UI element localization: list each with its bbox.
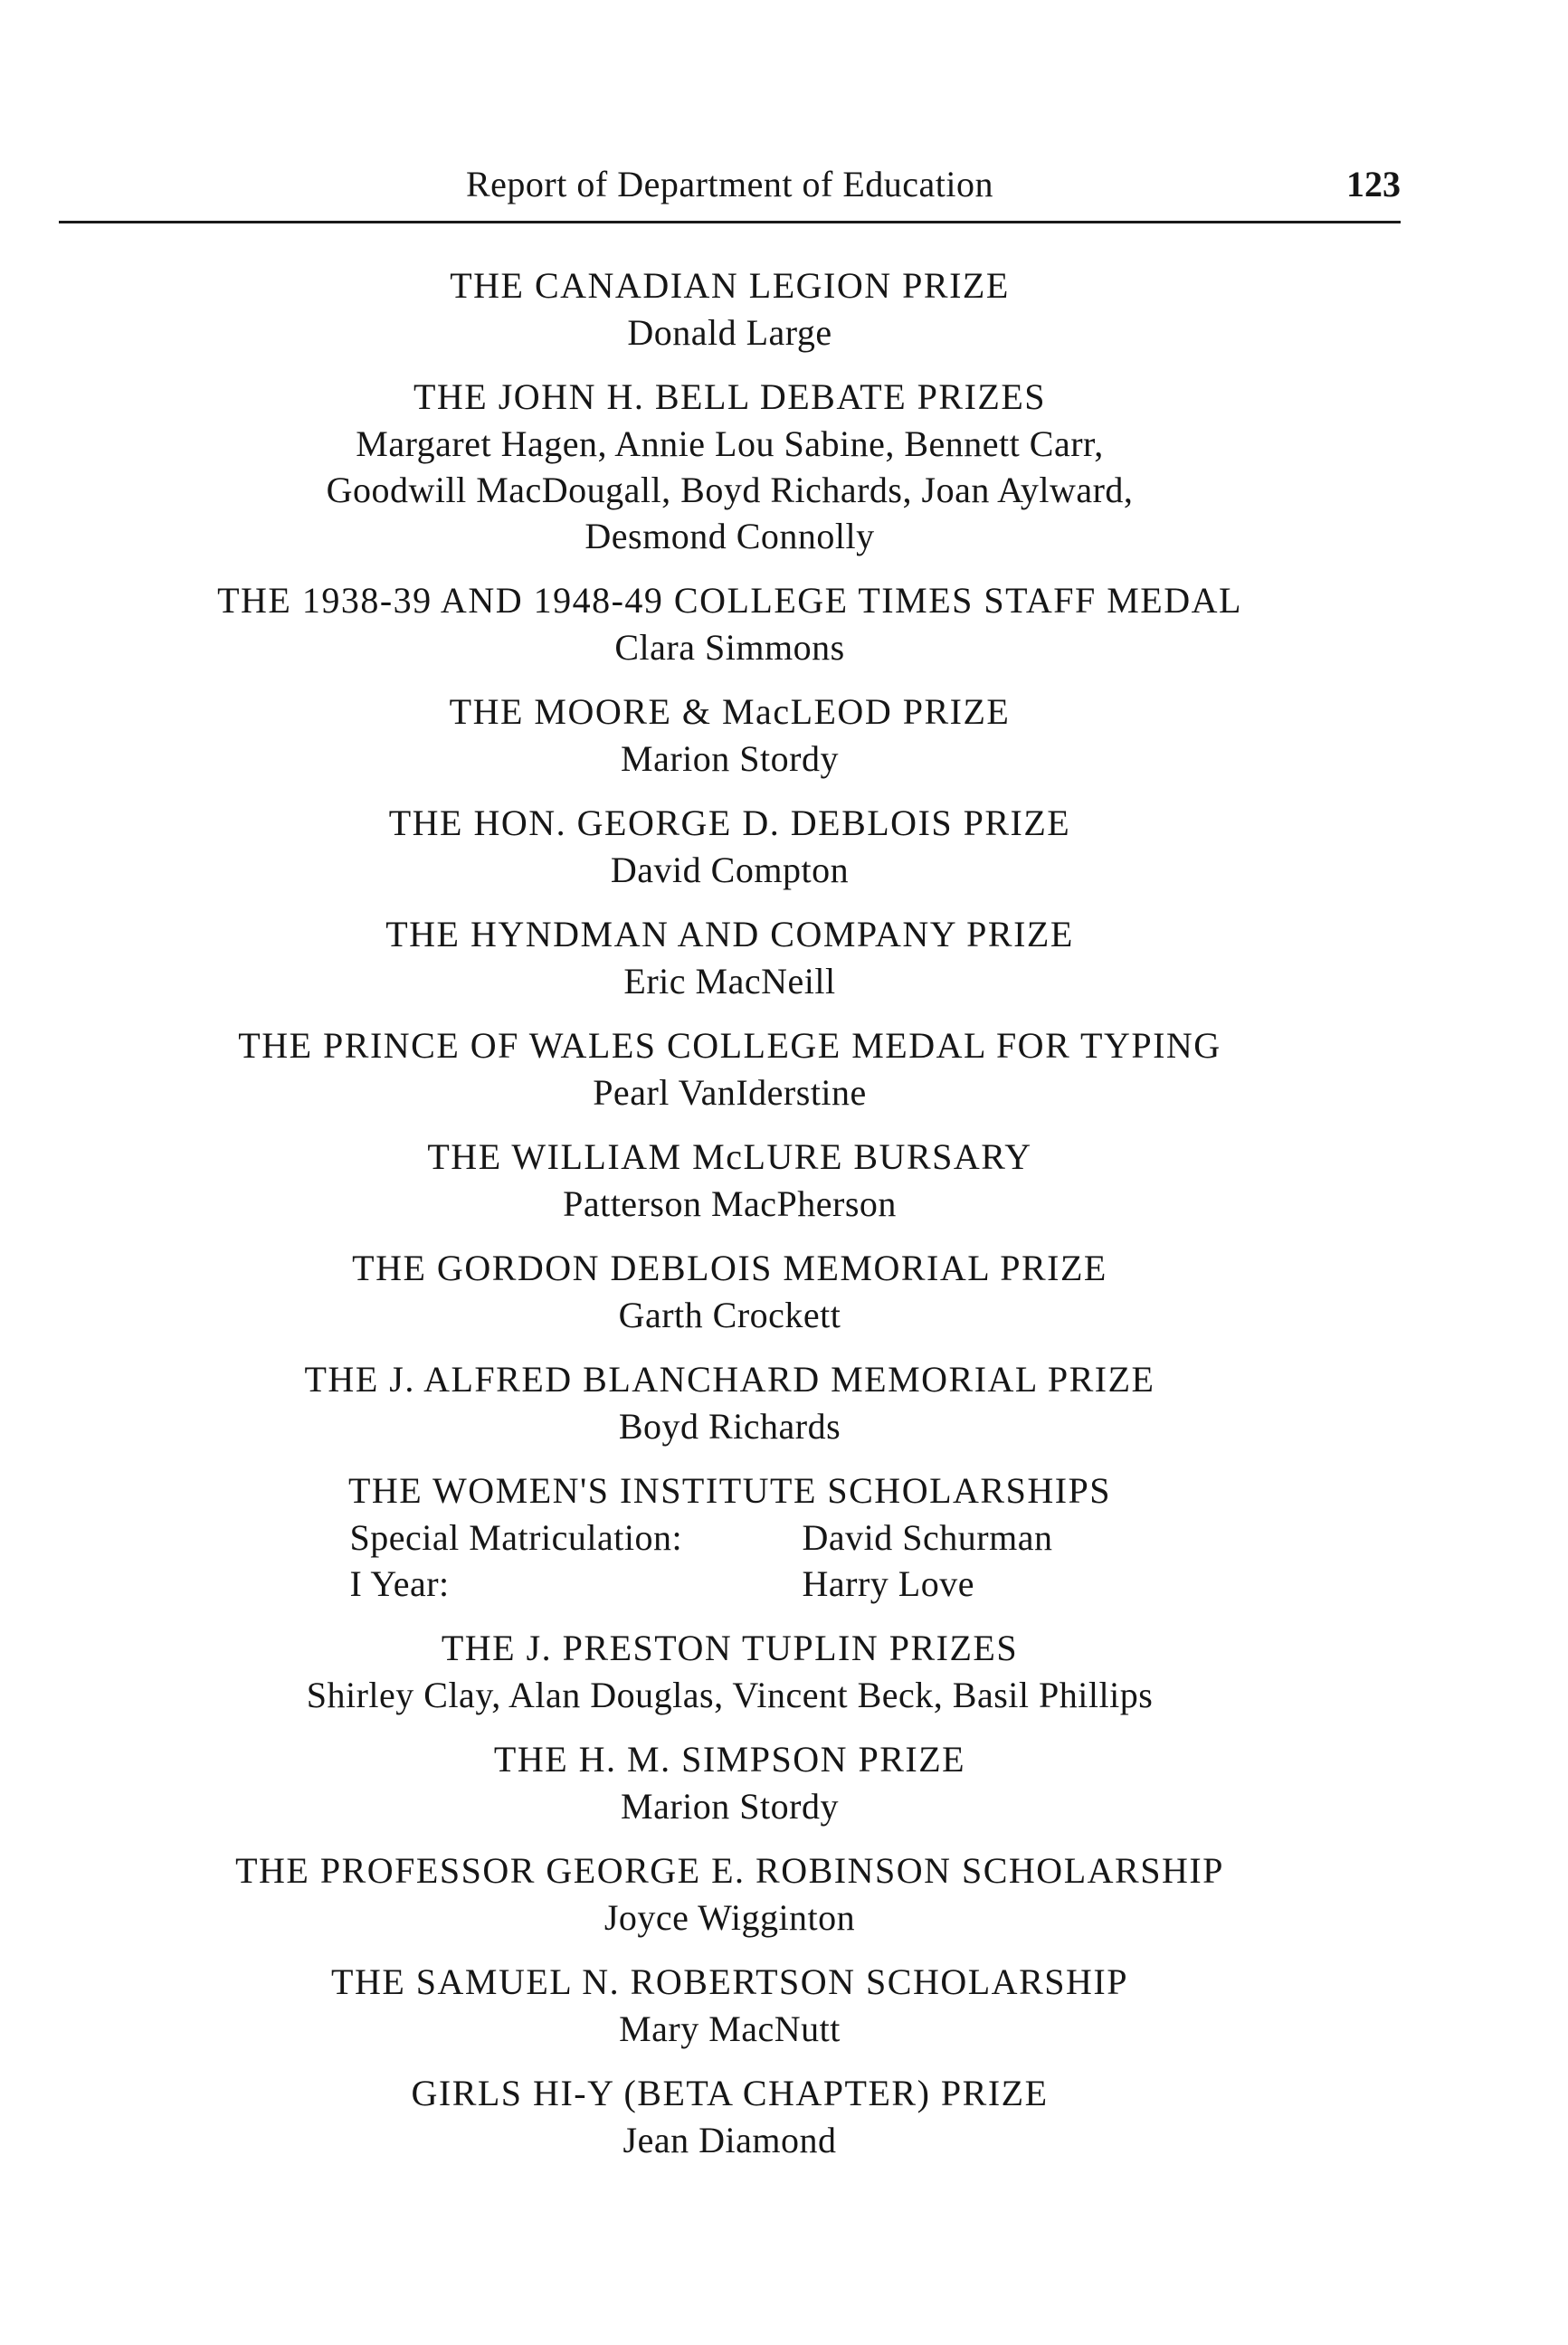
recipient-line: Margaret Hagen, Annie Lou Sabine, Bennett Carr, — [356, 423, 1104, 464]
prize-entry — [59, 1625, 1401, 1718]
prize-title: THE GORDON DEBLOIS MEMORIAL PRIZE — [352, 1248, 1107, 1288]
prize-entry — [59, 1467, 1401, 1607]
prize-title: THE SAMUEL N. ROBERTSON SCHOLARSHIP — [331, 1961, 1128, 2002]
recipient-line: Eric MacNeill — [623, 961, 836, 1002]
prize-entry — [59, 2070, 1401, 2163]
recipient-line: Pearl VanIderstine — [593, 1072, 867, 1113]
prize-title: THE PRINCE OF WALES COLLEGE MEDAL FOR TYPING — [238, 1025, 1221, 1066]
prize-entry — [59, 1959, 1401, 2052]
recipient-line: David Compton — [610, 850, 850, 890]
prize-title: THE WOMEN'S INSTITUTE SCHOLARSHIPS — [347, 1470, 1112, 1511]
prize-title: THE MOORE & MacLEOD PRIZE — [449, 691, 1011, 732]
prize-entry — [59, 1736, 1401, 1829]
prize-entry — [59, 1134, 1401, 1227]
prize-entry — [59, 1847, 1401, 1941]
recipient-line: Patterson MacPherson — [563, 1183, 897, 1224]
prize-list — [59, 262, 1401, 2181]
recipient-line: Jean Diamond — [622, 2120, 837, 2160]
recipient-line: Marion Stordy — [621, 1786, 839, 1827]
prize-title: THE HYNDMAN AND COMPANY PRIZE — [385, 914, 1074, 954]
prize-entry — [59, 911, 1401, 1004]
prize-title: THE H. M. SIMPSON PRIZE — [493, 1739, 966, 1780]
recipient-line: Joyce Wigginton — [603, 1897, 856, 1938]
prize-title: THE CANADIAN LEGION PRIZE — [450, 265, 1010, 306]
recipient-line: Desmond Connolly — [584, 516, 875, 556]
prize-entry — [59, 577, 1401, 670]
scholarship-row — [350, 1514, 1110, 1561]
prize-title: THE WILLIAM McLURE BURSARY — [427, 1136, 1032, 1177]
recipient-line: Goodwill MacDougall, Boyd Richards, Joan Aylward, — [326, 470, 1134, 510]
prize-title: THE J. ALFRED BLANCHARD MEMORIAL PRIZE — [304, 1359, 1155, 1400]
scholarship-recipient: Harry Love — [802, 1563, 974, 1604]
page-number: 123 — [1346, 164, 1401, 204]
prize-entry — [59, 374, 1401, 559]
scholarship-category: Special Matriculation: — [349, 1517, 683, 1558]
running-title: Report of Department of Education — [466, 164, 993, 204]
scholarship-table — [350, 1514, 1110, 1607]
recipient-line: Donald Large — [627, 312, 832, 353]
scholarship-category: I Year: — [349, 1563, 450, 1604]
prize-title: THE J. PRESTON TUPLIN PRIZES — [441, 1628, 1019, 1668]
scholarship-row — [350, 1561, 1110, 1607]
recipient-line: Boyd Richards — [618, 1406, 841, 1447]
recipient-line: Marion Stordy — [621, 738, 839, 779]
recipient-line: Clara Simmons — [614, 627, 845, 668]
prize-title: THE 1938-39 AND 1948-49 COLLEGE TIMES STAFF MEDAL — [217, 580, 1242, 621]
prize-entry — [59, 1022, 1401, 1116]
prize-entry — [59, 688, 1401, 782]
prize-title: THE PROFESSOR GEORGE E. ROBINSON SCHOLARSHIP — [235, 1850, 1224, 1891]
prize-entry — [59, 800, 1401, 893]
scholarship-recipient: David Schurman — [802, 1517, 1053, 1558]
prize-title: THE HON. GEORGE D. DEBLOIS PRIZE — [388, 802, 1071, 843]
prize-title: THE JOHN H. BELL DEBATE PRIZES — [413, 376, 1047, 417]
header-rule — [59, 221, 1401, 223]
prize-title: GIRLS HI-Y (BETA CHAPTER) PRIZE — [411, 2073, 1049, 2113]
running-header — [59, 161, 1401, 208]
recipient-line: Mary MacNutt — [619, 2008, 841, 2049]
prize-entry — [59, 1356, 1401, 1449]
recipient-line: Shirley Clay, Alan Douglas, Vincent Beck, Basil Phillips — [306, 1675, 1154, 1715]
prize-entry — [59, 262, 1401, 356]
prize-entry — [59, 1245, 1401, 1338]
recipient-line: Garth Crockett — [618, 1295, 841, 1335]
